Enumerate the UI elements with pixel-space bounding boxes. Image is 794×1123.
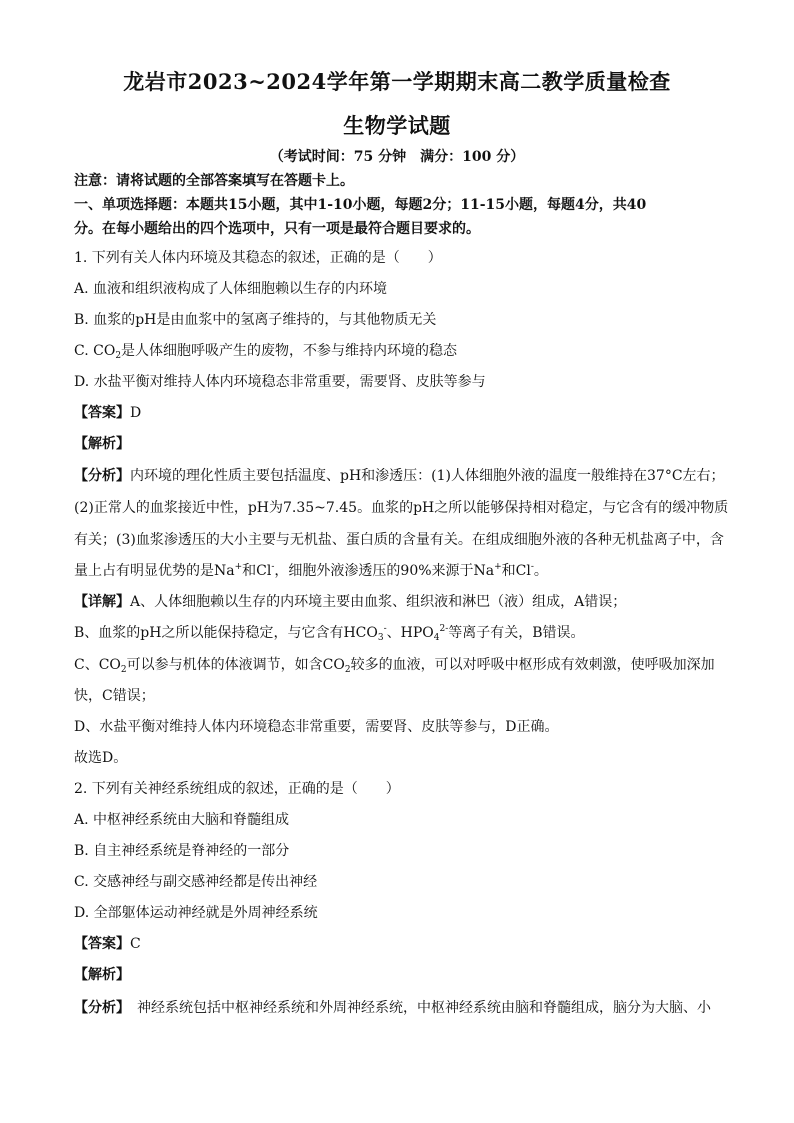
q1-fenxi-line2: (2)正常人的血浆接近中性，pH为7.35~7.45。血浆的pH之所以能够保持相对稳定，与它含有的缓冲物质 [74,500,729,516]
q2-fenxi-line1: 【分析】 神经系统包括中枢神经系统和外周神经系统，中枢神经系统由脑和脊髓组成，脑分为大脑、小 [74,1000,711,1016]
q1-option-a: A. 血液和组织液构成了人体细胞赖以生存的内环境 [74,281,388,297]
q1-xiangjie-b: B、血浆的pH之所以能保持稳定，与它含有$HCO_3^-$、$HPO_4^{2-}$等离子有关，B错误。 [74,624,585,643]
section-heading-line1: 一、单项选择题：本题共15小题，其中1-10小题，每题2分；11-15小题，每题4分，共40 [74,197,647,213]
q1-option-b: B. 血浆的pH是由血浆中的氢离子维持的，与其他物质无关 [74,312,437,328]
q2-option-b: B. 自主神经系统是脊神经的一部分 [74,843,290,859]
notice: 注意：请将试题的全部答案填写在答题卡上。 [74,173,354,189]
q2-option-d: D. 全部躯体运动神经就是外周神经系统 [74,905,318,921]
q2-answer: 【答案】C [74,936,141,952]
q2-option-a: A. 中枢神经系统由大脑和脊髓组成 [74,812,290,828]
q2-option-c: C. 交感神经与副交感神经都是传出神经 [74,874,318,890]
q1-stem: 1. 下列有关人体内环境及其稳态的叙述，正确的是（ ） [74,250,442,266]
q2-analysis-label: 【解析】 [74,967,130,983]
q1-answer: 【答案】D [74,405,142,421]
q1-conclusion: 故选D。 [74,750,128,766]
q1-xiangjie-c-line1: C、$CO_2$可以参与机体的体液调节，如含$CO_2$较多的血液，可以对呼吸中枢形成有效刺激，使呼吸加深加 [74,657,715,675]
exam-info: （考试时间：75 分钟 满分：100 分） [269,149,525,165]
q1-xiangjie-d: D、水盐平衡对维持人体内环境稳态非常重要，需要肾、皮肤等参与，D正确。 [74,719,559,735]
q2-stem: 2. 下列有关神经系统组成的叙述，正确的是（ ） [74,781,400,797]
q1-option-d: D. 水盐平衡对维持人体内环境稳态非常重要，需要肾、皮肤等参与 [74,374,486,390]
q1-fenxi-line3: 有关；(3)血浆渗透压的大小主要与无机盐、蛋白质的含量有关。在组成细胞外液的各种无机盐离子中，含 [74,532,724,548]
q1-xiangjie-c-line2: 快，C错误； [74,688,155,704]
q1-option-c: C. $CO_2$是人体细胞呼吸产生的废物，不参与维持内环境的稳态 [74,343,458,361]
q1-xiangjie-a: 【详解】A、人体细胞赖以生存的内环境主要由血浆、组织液和淋巴（液）组成，A错误； [74,594,627,610]
q1-fenxi-line1: 【分析】内环境的理化性质主要包括温度、pH和渗透压：(1)人体细胞外液的温度一般维持在37°C左右； [74,468,725,484]
section-heading-line2: 分。在每小题给出的四个选项中，只有一项是最符合题目要求的。 [74,221,480,237]
q1-fenxi-line4: 量上占有明显优势的是Na+和Cl-，细胞外液渗透压的90%来源于Na+和Cl-。 [74,562,548,579]
q1-analysis-label: 【解析】 [74,436,130,452]
exam-subject: 生物学试题 [343,113,451,138]
exam-title: 龙岩市2023~2024学年第一学期期末高二教学质量检查 [123,69,671,94]
